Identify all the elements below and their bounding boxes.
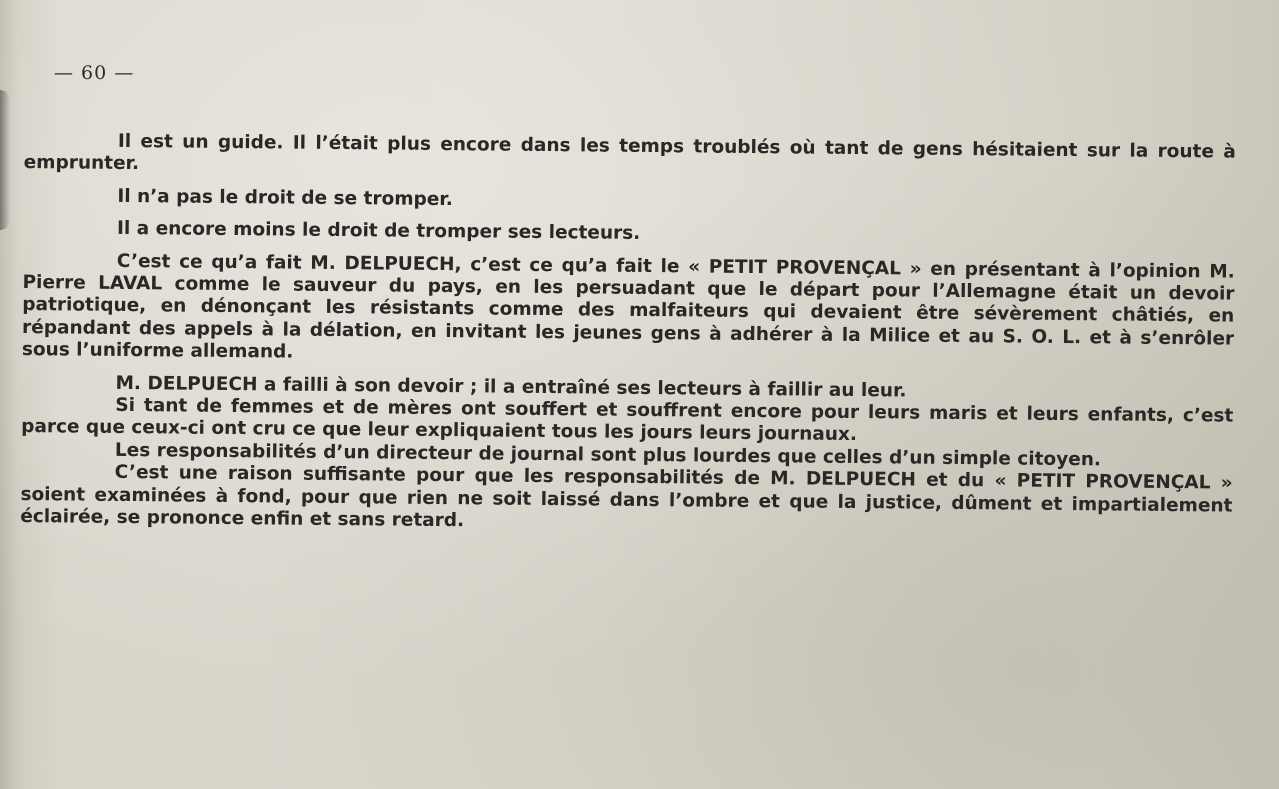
body-text — [20, 130, 1236, 540]
paragraph-guide: Il est un guide. Il l’était plus encore dans les temps troublés où tant de gens hésitaient sur la route à emprunter. — [23, 130, 1236, 175]
paragraph-accusation: C’est ce qu’a fait M. DELPUECH, c’est ce qu’a fait le « PETIT PROVENÇAL » en présentant à l’opinion M. Pierre LAVAL comme le sauveur du pays, en les persuadant que le départ pour l’Allemagne était un devoir patriotique, en dénonçant les résistants comme des malfaiteurs qui devaient être sévèrement châtiés, en répandant des appels à la délation, en invitant les jeunes gens à adhérer à la Milice et au S. O. L. et à s’enrôler sous l’uniforme allemand. — [21, 250, 1235, 363]
paragraph-failed-duty: M. DELPUECH a failli à son devoir ; il a entraîné ses lecteurs à faillir au leur. — [115, 372, 907, 402]
paragraph-responsibilities: Les responsabilités d’un directeur de journal sont plus lourdes que celles d’un simple citoyen. — [114, 439, 1102, 471]
paragraph-no-right-to-err: Il n’a pas le droit de se tromper. — [117, 185, 453, 210]
paragraph-no-right-to-mislead: Il a encore moins le droit de tromper ses lecteurs. — [116, 218, 641, 245]
paragraph-women-mothers: Si tant de femmes et de mères ont souffert et souffrent encore pour leurs maris et leurs enfants, c’est parce que ceux-ci ont cru ce que leur expliquaient tous les jours leurs journaux. — [21, 394, 1234, 446]
paragraph-conclusion: C’est une raison suffisante pour que les responsabilités de M. DELPUECH et du « PETIT PROVENÇAL » soient examinées à fond, pour que rien ne soit laissé dans l’ombre et que la justice, dûment et impartialement éclairée, se prononce enfin et sans retard. — [20, 462, 1233, 532]
page-edge-shadow — [0, 90, 10, 230]
page-number: — 60 — — [54, 62, 135, 84]
